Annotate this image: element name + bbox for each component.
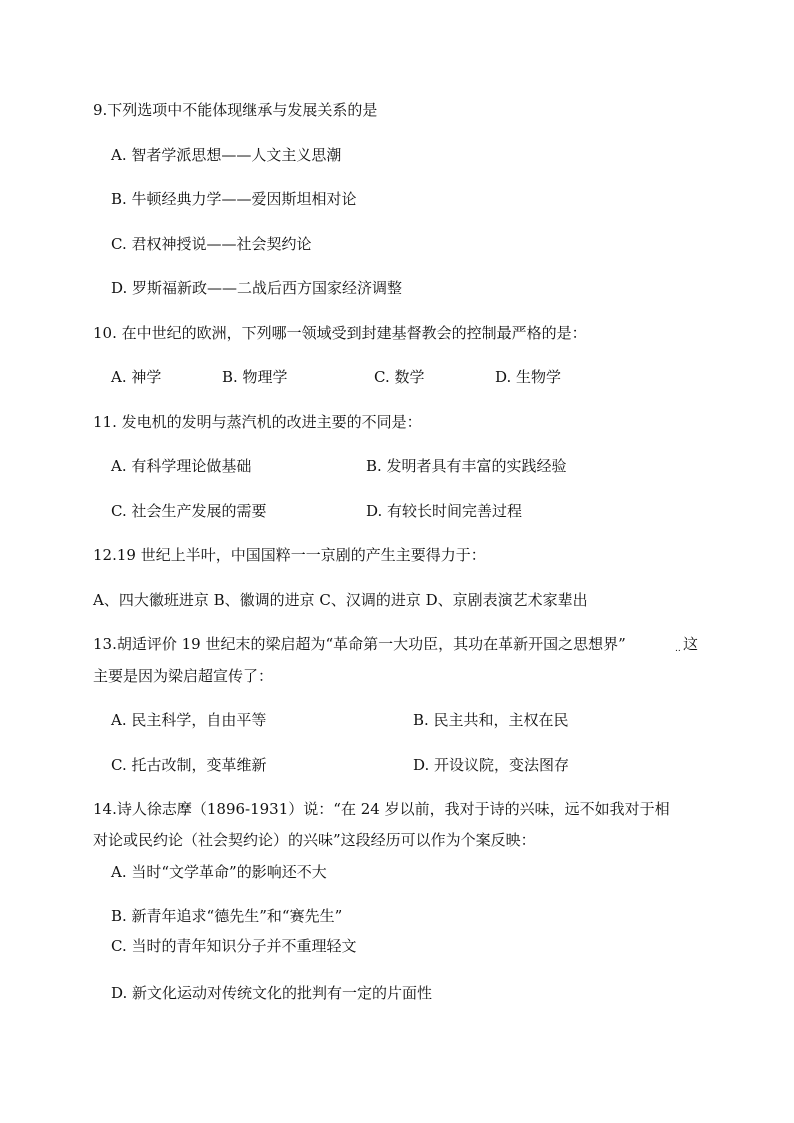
q10-option-a[interactable]: A. 神学 xyxy=(111,368,162,386)
q13-option-d[interactable]: D. 开设议院，变法图存 xyxy=(413,756,570,774)
q14-stem-line1: 14.诗人徐志摩（1896-1931）说：“在 24 岁以前，我对于诗的兴味，远不如我对于相 xyxy=(93,800,670,818)
q13-option-b[interactable]: B. 民主共和，主权在民 xyxy=(413,711,569,729)
q10-options-row xyxy=(0,367,794,387)
q11-option-d[interactable]: D. 有较长时间完善过程 xyxy=(366,502,523,520)
q10-option-b[interactable]: B. 物理学 xyxy=(222,368,288,386)
q9-option-c[interactable]: C. 君权神授说——社会契约论 xyxy=(111,235,312,253)
q13-stem-line1: 13.胡适评价 19 世纪末的梁启超为“革命第一大功臣，其功在革新开国之思想界” xyxy=(93,635,626,653)
q12-stem: 12.19 世纪上半叶，中国国粹一一京剧的产生主要得力于： xyxy=(93,546,486,564)
q14-option-d[interactable]: D. 新文化运动对传统文化的批判有一定的片面性 xyxy=(111,984,433,1002)
q13-options-row-1 xyxy=(0,710,794,730)
q11-option-a[interactable]: A. 有科学理论做基础 xyxy=(111,457,252,475)
q11-option-c[interactable]: C. 社会生产发展的需要 xyxy=(111,502,267,520)
q13-option-a[interactable]: A. 民主科学，自由平等 xyxy=(111,711,267,729)
q9-option-d[interactable]: D. 罗斯福新政——二战后西方国家经济调整 xyxy=(111,279,403,297)
q13-stem-mark: .. xyxy=(675,644,681,654)
q13-stem-line2: 主要是因为梁启超宣传了： xyxy=(93,667,274,685)
q13-option-c[interactable]: C. 托古改制，变革维新 xyxy=(111,756,267,774)
q9-stem: 9.下列选项中不能体现继承与发展关系的是 xyxy=(93,101,378,119)
q9-option-a[interactable]: A. 智者学派思想——人文主义思潮 xyxy=(111,146,342,164)
q14-option-a[interactable]: A. 当时“文学革命”的影响还不大 xyxy=(111,863,327,881)
q10-stem: 10. 在中世纪的欧洲，下列哪一领域受到封建基督教会的控制最严格的是： xyxy=(93,324,587,342)
q11-options-row-2 xyxy=(0,501,794,521)
q14-option-b[interactable]: B. 新青年追求“德先生”和“赛先生” xyxy=(111,907,343,925)
q11-stem: 11. 发电机的发明与蒸汽机的改进主要的不同是： xyxy=(93,413,422,431)
q12-options-line[interactable]: A、四大徽班进京 B、徽调的进京 C、汉调的进京 D、京剧表演艺术家辈出 xyxy=(93,591,588,609)
q14-option-c[interactable]: C. 当时的青年知识分子并不重理轻文 xyxy=(111,937,357,955)
q9-option-b[interactable]: B. 牛顿经典力学——爱因斯坦相对论 xyxy=(111,190,357,208)
q13-options-row-2 xyxy=(0,755,794,775)
q11-option-b[interactable]: B. 发明者具有丰富的实践经验 xyxy=(366,457,567,475)
q10-option-c[interactable]: C. 数学 xyxy=(374,368,425,386)
q10-option-d[interactable]: D. 生物学 xyxy=(495,368,562,386)
q13-stem-line1-end: 这 xyxy=(683,635,699,653)
q14-stem-line2: 对论或民约论（社会契约论）的兴味”这段经历可以作为个案反映： xyxy=(93,831,536,849)
q13-stem-line1-row xyxy=(0,634,794,654)
q11-options-row-1 xyxy=(0,456,794,476)
